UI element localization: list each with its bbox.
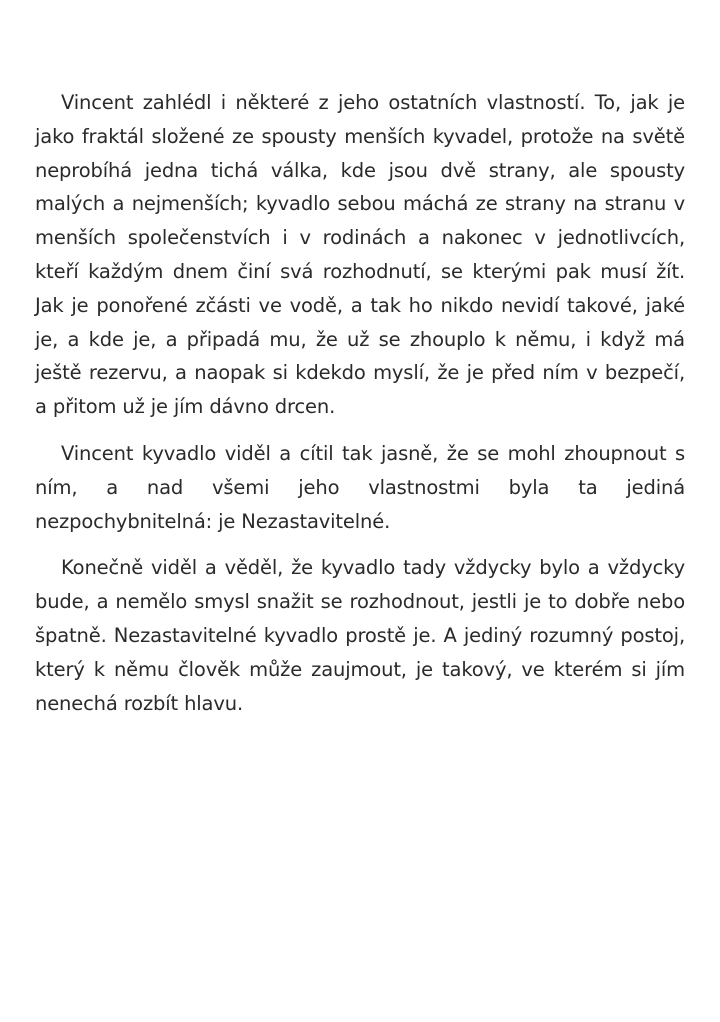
paragraph-2: Vincent kyvadlo viděl a cítil tak jasně, že se mohl zhoupnout s ním, a nad všemi jeho vlastnostmi byla ta jediná nezpochybnitelná: je Nezastavitelné. [35,441,685,533]
paragraph-1: Vincent zahlédl i některé z jeho ostatních vlastností. To, jak je jako fraktál složené ze spousty menších kyvadel, protože na světě neprobíhá jedna tichá válka, kde jsou dvě strany, ale spousty malých a nejmenších; kyvadlo sebou máchá ze strany na stranu v menších společenstvích i v rodinách a nakonec v jednotlivcích, kteří každým dnem činí svá rozhodnutí, se kterými pak musí žít. Jak je ponořené zčásti ve vodě, a tak ho nikdo nevidí takové, jaké je, a kde je, a připadá mu, že už se zhouplo k němu, i když má ještě rezervu, a naopak si kdekdo myslí, že je před ním v bezpečí, a přitom už je jím dávno drcen. [35,91,685,419]
document-page [35,86,685,733]
paragraph-3: Konečně viděl a věděl, že kyvadlo tady vždycky bylo a vždycky bude, a nemělo smysl snažit se rozhodnout, jestli je to dobře nebo špatně. Nezastavitelné kyvadlo prostě je. A jediný rozumný postoj, který k němu člověk může zaujmout, je takový, ve kterém si jím nenechá rozbít hlavu. [35,556,685,715]
